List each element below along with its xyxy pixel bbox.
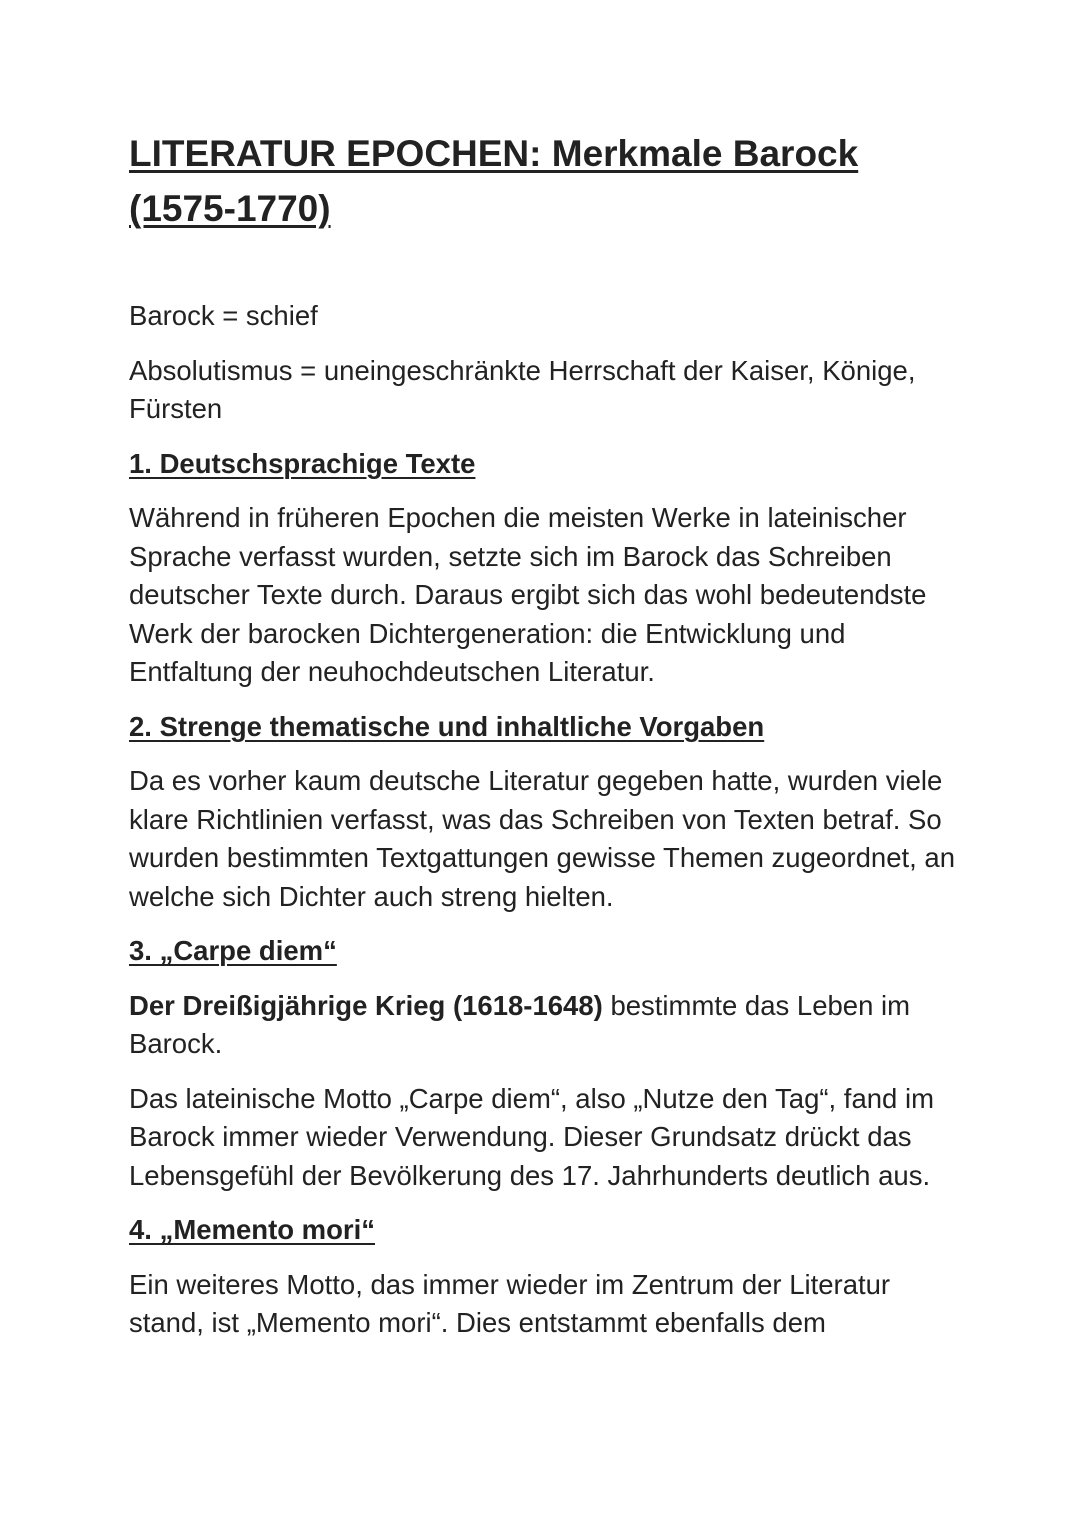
definition-absolutismus: Absolutismus = uneingeschränkte Herrschaft der Kaiser, Könige, Fürsten [129,354,916,424]
section-paragraph: Während in früheren Epochen die meisten Werke in lateinischer Sprache verfasst wurden, setzte sich im Barock das Schreiben deutscher Texte durch. Daraus ergibt sich das wohl bedeutendste Werk der barocken Dichtergeneration: die Entwicklung und Entfaltung der neuhochdeutschen Literatur. [129,502,927,687]
section-heading: 2. Strenge thematische und inhaltliche Vorgaben [129,710,765,742]
section-deutschsprachige-texte [129,445,959,692]
war-paragraph [129,987,959,1064]
page-title: LITERATUR EPOCHEN: Merkmale Barock (1575-1770) [129,133,859,229]
war-text: bestimmte das Leben im Barock. [129,989,911,1059]
section-paragraph: Ein weiteres Motto, das immer wieder im Zentrum der Literatur stand, ist „Memento mori“. Dies entstammt ebenfalls dem [129,1268,891,1338]
section-paragraph: Das lateinische Motto „Carpe diem“, also „Nutze den Tag“, fand im Barock immer wieder Verwendung. Dieser Grundsatz drückt das Lebensgefühl der Bevölkerung des 17. Jahrhunderts deutlich aus. [129,1082,934,1191]
section-paragraph: Da es vorher kaum deutsche Literatur gegeben hatte, wurden viele klare Richtlinien verfasst, was das Schreiben von Texten betraf. So wurden bestimmten Textgattungen gewisse Themen zugeordnet, an welche sich Dichter auch streng hielten. [129,765,956,912]
war-emphasis: Der Dreißigjährige Krieg (1618-1648) [129,989,603,1021]
intro-block [129,297,959,429]
section-memento-mori [129,1211,959,1343]
section-heading: 3. „Carpe diem“ [129,935,337,966]
definition-barock: Barock = schief [129,300,318,331]
section-heading: 4. „Memento mori“ [129,1214,376,1245]
document-page [129,126,959,1359]
section-carpe-diem [129,932,959,1195]
section-heading: 1. Deutschsprachige Texte [129,447,476,479]
section-strenge-vorgaben [129,708,959,917]
